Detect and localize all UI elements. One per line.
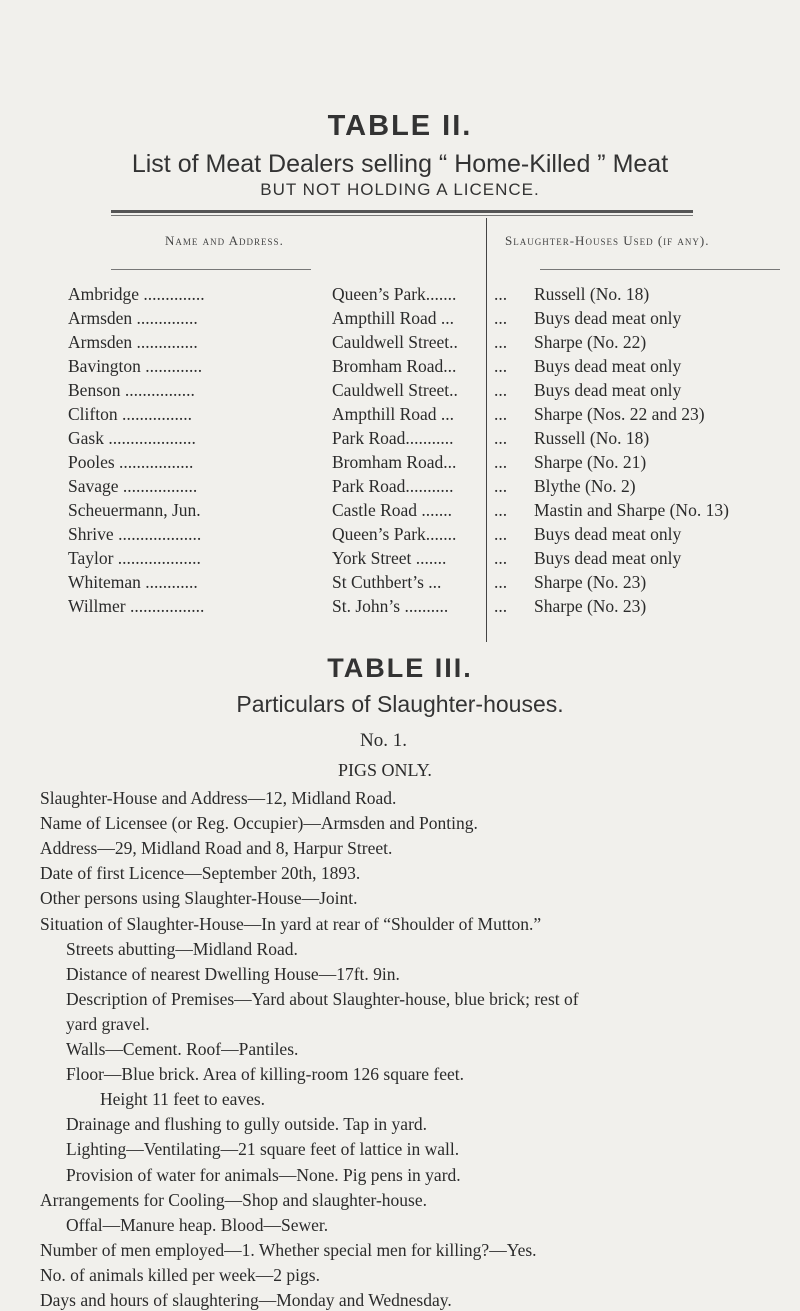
dealer-address: Park Road........... [332,476,454,496]
leader-dots: ... [494,428,508,448]
slaughter-house-used: Russell (No. 18) [534,284,650,304]
detail-line: Description of Premises—Yard about Slaughter-house, blue brick; rest of [66,989,579,1009]
table-row [0,452,800,472]
leader-dots: ... [494,404,508,424]
dealer-address: York Street ....... [332,548,447,568]
column-header-slaughter-houses: Slaughter-Houses Used (if any). [505,233,710,248]
dealer-address: Queen’s Park....... [332,524,457,544]
slaughter-house-used: Sharpe (Nos. 22 and 23) [534,404,705,424]
dealer-name: Whiteman ............ [68,572,198,592]
leader-dots: ... [494,356,508,376]
detail-line: Number of men employed—1. Whether special men for killing?—Yes. [40,1240,537,1260]
slaughter-house-used: Sharpe (No. 21) [534,452,647,472]
slaughter-house-used: Russell (No. 18) [534,428,650,448]
dealer-name: Ambridge .............. [68,284,205,304]
leader-dots: ... [494,572,508,592]
slaughter-house-kind: PIGS ONLY. [338,760,432,780]
table-row [0,380,800,400]
table-row [0,500,800,520]
leader-dots: ... [494,308,508,328]
leader-dots: ... [494,284,508,304]
dealer-name: Savage ................. [68,476,198,496]
leader-dots: ... [494,476,508,496]
leader-dots: ... [494,332,508,352]
detail-line: Days and hours of slaughtering—Monday and Wednesday. [40,1290,452,1310]
table-2-subtitle-secondary: BUT NOT HOLDING A LICENCE. [260,180,540,199]
detail-line: Lighting—Ventilating—21 square feet of lattice in wall. [66,1139,460,1159]
slaughter-house-used: Mastin and Sharpe (No. 13) [534,500,729,520]
dealer-name: Benson ................ [68,380,195,400]
detail-line: yard gravel. [66,1014,150,1034]
dealer-name: Gask .................... [68,428,196,448]
table-3-subtitle: Particulars of Slaughter-houses. [236,691,564,717]
table-row [0,428,800,448]
slaughter-house-used: Buys dead meat only [534,548,682,568]
table-3-title: TABLE III. [327,653,473,683]
detail-line: Drainage and flushing to gully outside. Tap in yard. [66,1114,428,1134]
slaughter-house-used: Sharpe (No. 23) [534,572,647,592]
detail-line: Name of Licensee (or Reg. Occupier)—Armsden and Ponting. [40,813,478,833]
table-2-subtitle: List of Meat Dealers selling “ Home-Killed ” Meat [131,150,669,178]
table-row [0,404,800,424]
table-row [0,476,800,496]
dealer-name: Shrive ................... [68,524,202,544]
detail-line: Other persons using Slaughter-House—Joint. [40,888,358,908]
dealer-name: Taylor ................... [68,548,201,568]
dealer-name: Pooles ................. [68,452,194,472]
table-row [0,572,800,592]
table-2-title: TABLE II. [327,110,473,142]
leader-dots: ... [494,500,508,520]
slaughter-house-used: Buys dead meat only [534,356,682,376]
detail-line: Provision of water for animals—None. Pig pens in yard. [66,1165,461,1185]
detail-line: Walls—Cement. Roof—Pantiles. [66,1039,299,1059]
leader-dots: ... [494,380,508,400]
table-row [0,284,800,304]
header-underline-left [111,269,311,270]
slaughter-house-used: Sharpe (No. 23) [534,596,647,616]
dealer-name: Clifton ................ [68,404,192,424]
table-row [0,524,800,544]
slaughter-house-used: Buys dead meat only [534,524,682,544]
dealer-address: Ampthill Road ... [332,308,455,328]
leader-dots: ... [494,452,508,472]
dealer-name: Willmer ................. [68,596,205,616]
slaughter-house-used: Sharpe (No. 22) [534,332,647,352]
slaughter-house-used: Buys dead meat only [534,308,682,328]
header-underline-right [540,269,780,270]
table-row [0,308,800,328]
slaughter-house-number: No. 1. [360,730,407,751]
detail-line: Arrangements for Cooling—Shop and slaughter-house. [40,1190,428,1210]
dealer-address: St Cuthbert’s ... [332,572,442,592]
detail-line: Date of first Licence—September 20th, 1893. [40,863,361,883]
leader-dots: ... [494,548,508,568]
leader-dots: ... [494,524,508,544]
dealer-address: St. John’s .......... [332,596,449,616]
detail-line: No. of animals killed per week—2 pigs. [40,1265,320,1285]
dealer-name: Armsden .............. [68,332,198,352]
detail-line: Slaughter-House and Address—12, Midland Road. [40,788,397,808]
detail-line: Streets abutting—Midland Road. [66,939,298,959]
detail-line: Floor—Blue brick. Area of killing-room 126 square feet. [66,1064,465,1084]
dealer-address: Cauldwell Street.. [332,332,458,352]
table-row [0,356,800,376]
dealer-address: Ampthill Road ... [332,404,455,424]
dealer-address: Bromham Road... [332,452,457,472]
dealer-address: Queen’s Park....... [332,284,457,304]
dealer-address: Cauldwell Street.. [332,380,458,400]
dealer-name: Scheuermann, Jun. [68,500,201,520]
slaughter-house-used: Buys dead meat only [534,380,682,400]
detail-line: Situation of Slaughter-House—In yard at rear of “Shoulder of Mutton.” [40,914,542,934]
header-rule-thin [111,215,693,216]
detail-line: Distance of nearest Dwelling House—17ft. 9in. [66,964,400,984]
header-rule-thick [111,210,693,213]
table-row [0,596,800,616]
column-header-name-address: Name and Address. [165,233,284,248]
slaughter-house-used: Blythe (No. 2) [534,476,636,496]
detail-line: Address—29, Midland Road and 8, Harpur Street. [40,838,393,858]
detail-line: Offal—Manure heap. Blood—Sewer. [66,1215,329,1235]
dealer-address: Bromham Road... [332,356,457,376]
leader-dots: ... [494,596,508,616]
dealer-address: Park Road........... [332,428,454,448]
table-row [0,332,800,352]
dealer-name: Bavington ............. [68,356,203,376]
dealer-address: Castle Road ....... [332,500,453,520]
dealer-name: Armsden .............. [68,308,198,328]
detail-line: Height 11 feet to eaves. [100,1089,266,1109]
table-row [0,548,800,568]
